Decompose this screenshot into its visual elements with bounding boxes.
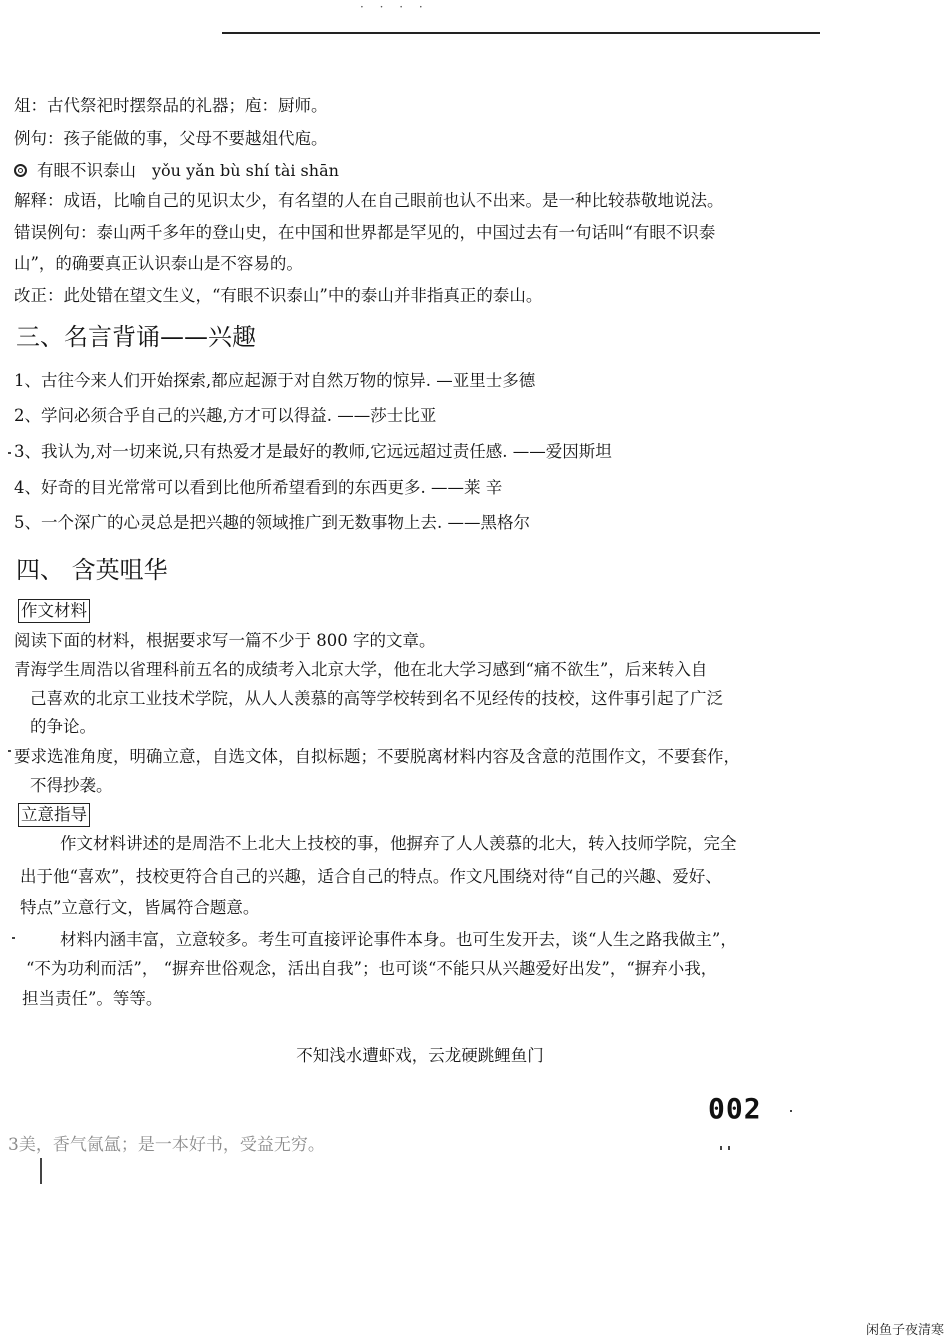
idiom-title: 有眼不识泰山 <box>37 161 136 180</box>
scan-mark <box>728 1146 730 1150</box>
quote-item: 4、好奇的目光常常可以看到比他所希望看到的东西更多. ——莱 辛 <box>14 478 503 497</box>
material-body-line-1: 青海学生周浩以省理科前五名的成绩考入北京大学，他在北大学习感到“痛不欲生”，后来转入自 <box>14 660 708 679</box>
quote-item: 1、古往今来人们开始探索,都应起源于对自然万物的惊异. —亚里士多德 <box>14 371 536 390</box>
section-4-title: 四、 含英咀华 <box>16 556 168 584</box>
idiom-explanation: 解释：成语，比喻自己的见识太少，有名望的人在自己眼前也认不出来。是一种比较恭敬地说法。 <box>14 191 724 210</box>
wrong-example-line-1: 错误例句：泰山两千多年的登山史，在中国和世界都是罕见的，中国过去有一句话叫“有眼不识泰 <box>14 223 716 242</box>
watermark: 闲鱼子夜清寒 <box>865 1323 944 1338</box>
correction-line: 改正：此处错在望文生义，“有眼不识泰山”中的泰山并非指真正的泰山。 <box>14 286 543 305</box>
material-label-box: 作文材料 <box>18 599 90 623</box>
page-number: 002 <box>708 1092 762 1125</box>
guide-paragraph-1-line-1: 作文材料讲述的是周浩不上北大上技校的事，他摒弃了人人羡慕的北大，转入技师学院，完全 <box>60 834 737 853</box>
idiom-heading <box>14 160 339 182</box>
scan-mark <box>8 452 11 454</box>
bleed-through-text: 3美，香气氤氲；是一本好书，受益无穷。 <box>8 1135 325 1155</box>
material-body-line-2: 己喜欢的北京工业技术学院，从人人羡慕的高等学校转到名不见经传的技校，这件事引起了广泛 <box>30 689 723 708</box>
example-sentence: 例句：孩子能做的事，父母不要越俎代庖。 <box>14 129 328 148</box>
requirement-line-2: 不得抄袭。 <box>30 776 113 795</box>
definition-line: 俎：古代祭祀时摆祭品的礼器；庖：厨师。 <box>14 96 328 115</box>
section-3-title: 三、名言背诵——兴趣 <box>16 323 256 351</box>
guide-label-box: 立意指导 <box>18 803 90 827</box>
header-rule <box>222 32 820 34</box>
scan-mark <box>40 1158 42 1184</box>
scan-mark <box>8 750 11 752</box>
guide-paragraph-2-line-2: “不为功利而活”， “摒弃世俗观念，活出自我”；也可谈“不能只从兴趣爱好出发”，“摒弃小我， <box>26 959 718 978</box>
guide-paragraph-1-line-2: 出于他“喜欢”，技校更符合自己的兴趣，适合自己的特点。作文凡围绕对待“自己的兴趣、爱好、 <box>20 867 722 886</box>
idiom-pinyin: yǒu yǎn bù shí tài shān <box>152 161 339 180</box>
quote-item: 3、我认为,对一切来说,只有热爱才是最好的教师,它远远超过责任感. ——爱因斯坦 <box>14 442 612 461</box>
quote-item: 5、一个深广的心灵总是把兴趣的领域推广到无数事物上去. ——黑格尔 <box>14 513 530 532</box>
wrong-example-line-2: 山”，的确要真正认识泰山是不容易的。 <box>14 254 303 273</box>
guide-paragraph-1-line-3: 特点”立意行文，皆属符合题意。 <box>20 898 260 917</box>
quote-item: 2、学问必须合乎自己的兴趣,方才可以得益. ——莎士比亚 <box>14 406 437 425</box>
scan-speckles: · · · · <box>360 0 429 14</box>
scan-mark <box>720 1146 722 1150</box>
requirement-line-1: 要求选准角度，明确立意，自选文体，自拟标题；不要脱离材料内容及含意的范围作文，不要套作， <box>14 747 740 766</box>
material-instruction: 阅读下面的材料，根据要求写一篇不少于 800 字的文章。 <box>14 631 436 650</box>
scan-mark <box>12 937 15 939</box>
scan-mark <box>790 1110 792 1112</box>
guide-paragraph-2-line-3: 担当责任”。等等。 <box>22 989 163 1008</box>
bullet-circle-icon <box>14 164 27 177</box>
footer-motto: 不知浅水遭虾戏，云龙硬跳鲤鱼门 <box>296 1046 544 1065</box>
guide-paragraph-2-line-1: 材料内涵丰富，立意较多。考生可直接评论事件本身。也可生发开去，谈“人生之路我做主”， <box>60 930 737 949</box>
material-body-line-3: 的争论。 <box>30 717 96 736</box>
